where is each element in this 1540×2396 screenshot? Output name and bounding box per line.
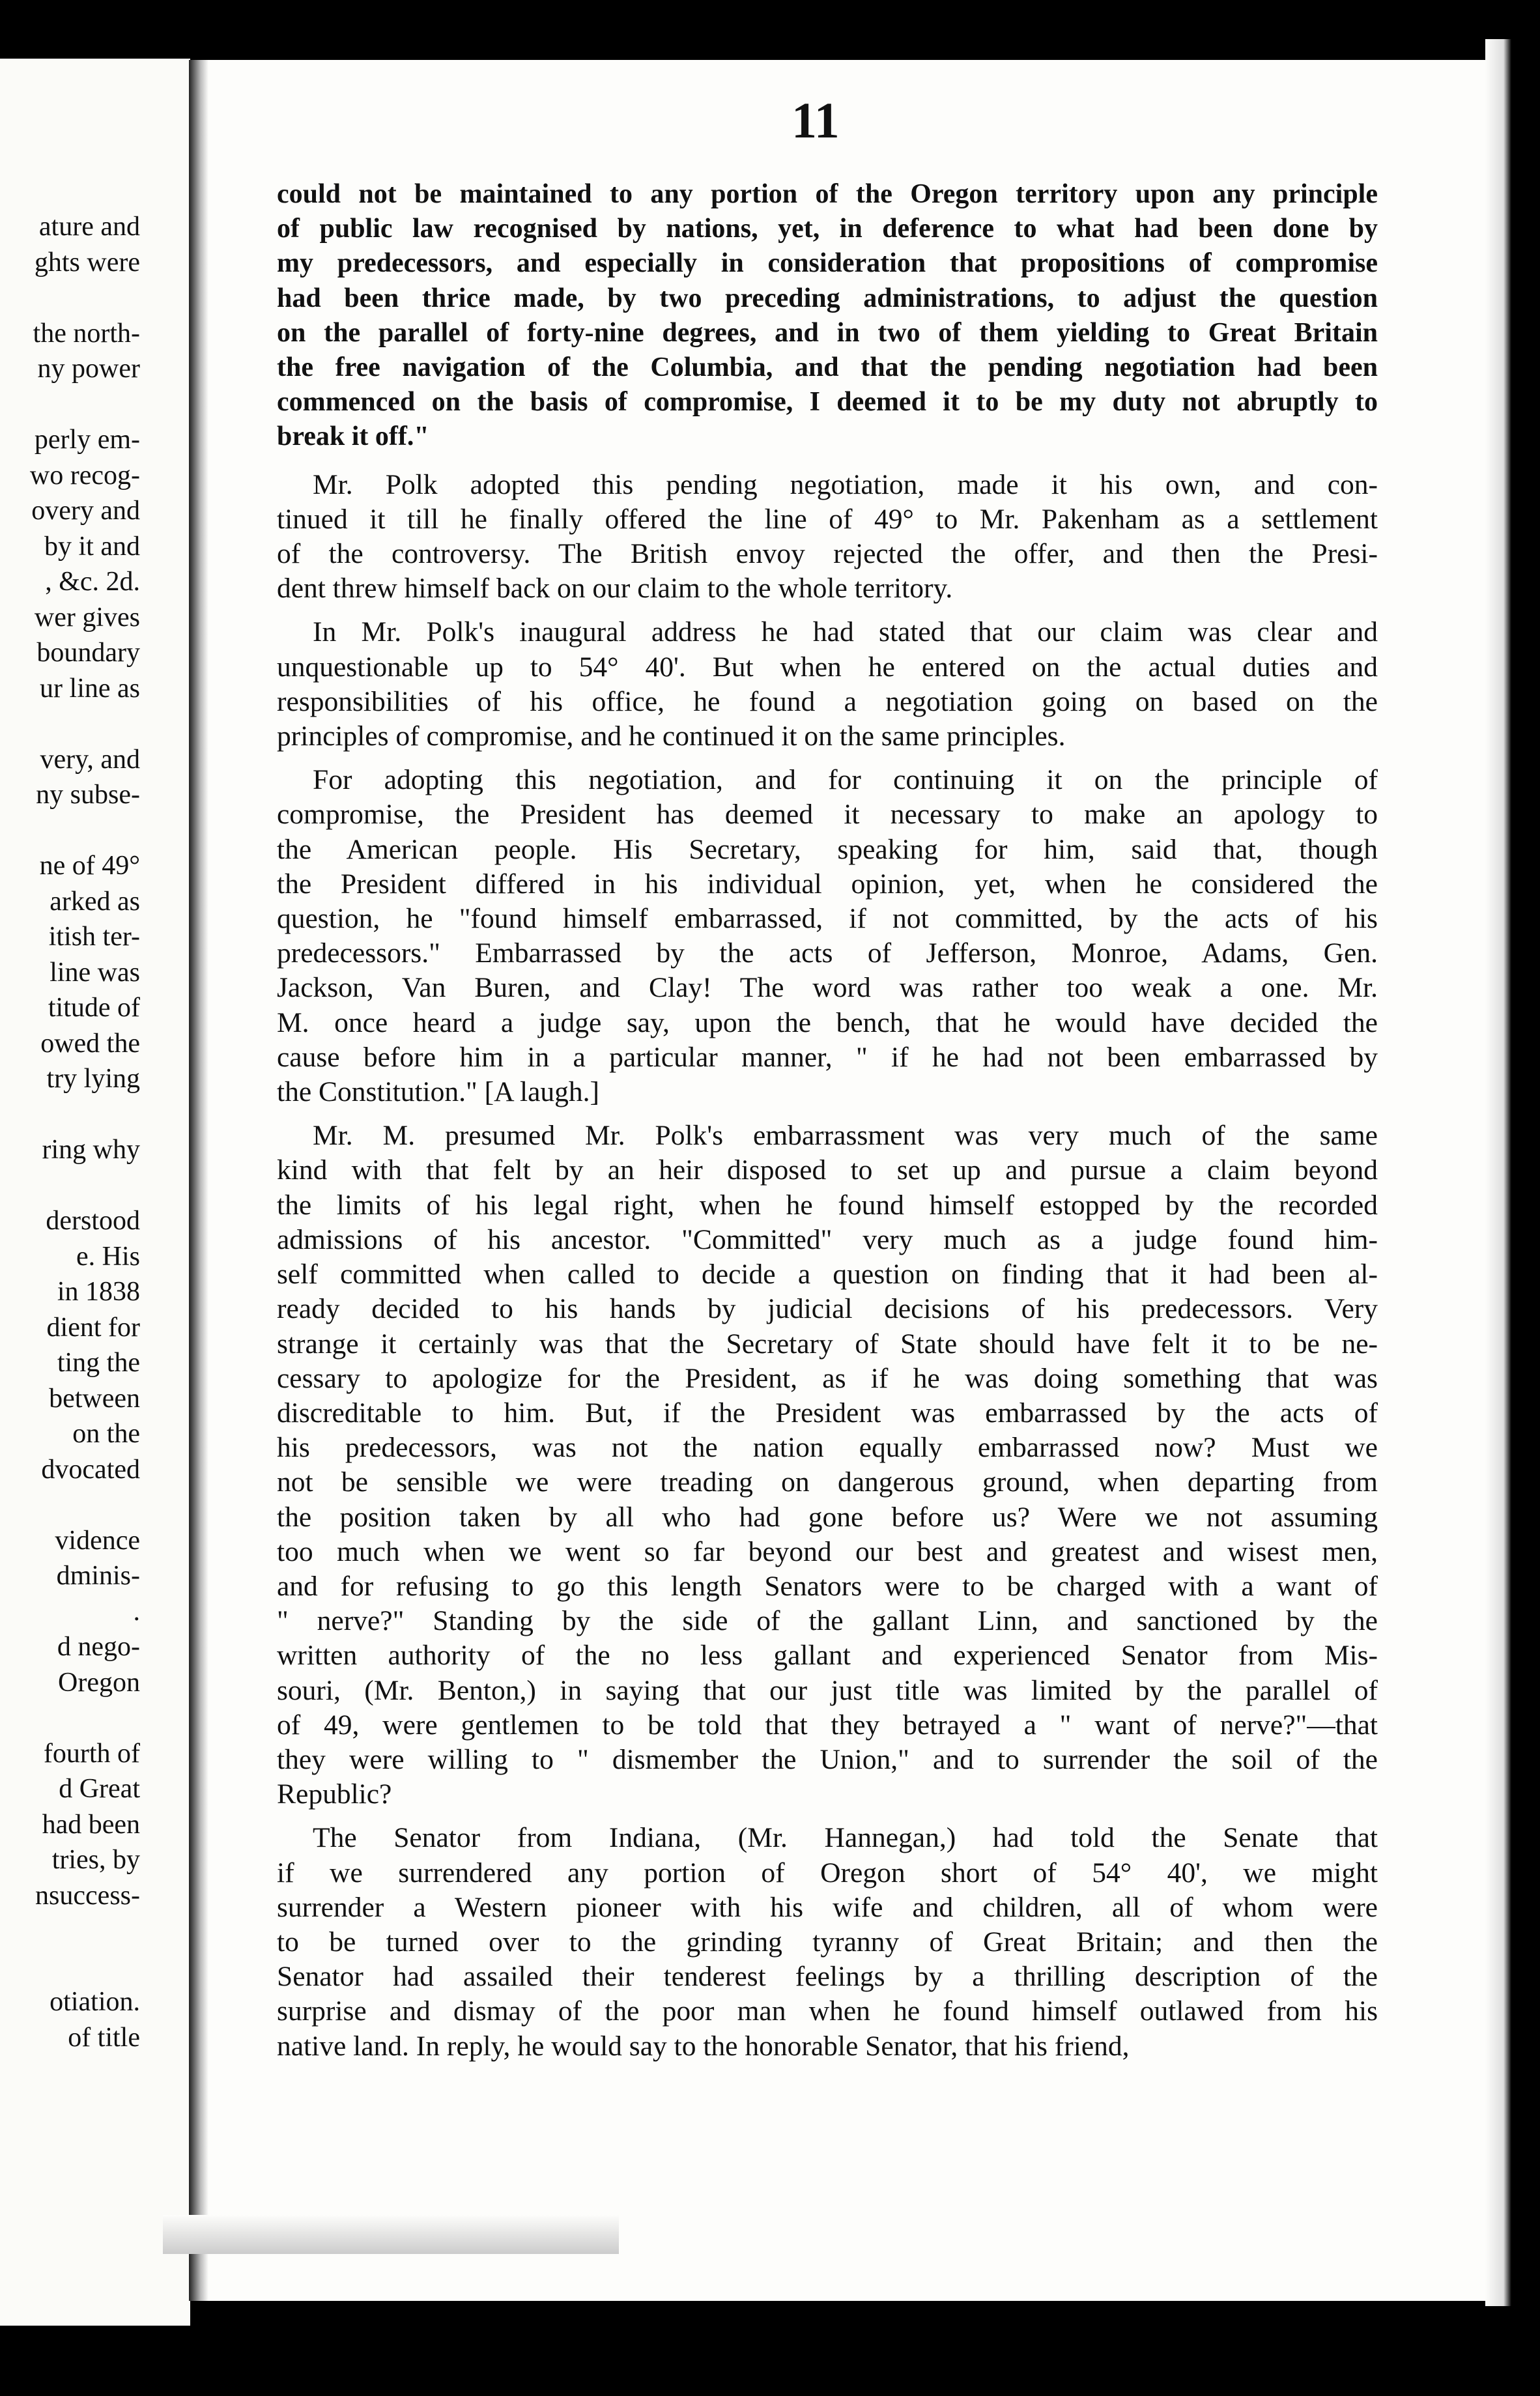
text-line: predecessors." Embarrassed by the acts of Jefferson, Monroe, Adams, Gen. — [277, 937, 1378, 969]
quoted-paragraph — [277, 177, 1378, 455]
facing-page-line: derstood — [46, 1206, 140, 1236]
facing-page-line: Oregon — [58, 1667, 140, 1698]
facing-page-line: owed the — [40, 1028, 140, 1059]
text-line: and for refusing to go this length Senators were to be charged with a want of — [277, 1570, 1378, 1602]
facing-page-line: ny power — [37, 354, 140, 384]
text-line: strange it certainly was that the Secretary of State should have felt it to be ne- — [277, 1328, 1378, 1360]
facing-page-line: in 1838 — [57, 1277, 140, 1307]
text-line: the free navigation of the Columbia, and that the pending negotiation had been — [277, 352, 1378, 383]
paragraph — [277, 1821, 1378, 2063]
text-line: cause before him in a particular manner, " if he had not been embarrassed by — [277, 1041, 1378, 1073]
facing-page-line: overy and — [31, 496, 140, 526]
paragraph — [277, 468, 1378, 606]
facing-page-line: wo recog- — [29, 460, 140, 491]
facing-page-line: dminis- — [56, 1561, 140, 1591]
text-line: question, he "found himself embarrassed, if not committed, by the acts of his — [277, 903, 1378, 935]
text-line: M. once heard a judge say, upon the bench, that he would have decided the — [277, 1006, 1378, 1038]
facing-page-line: boundary — [36, 638, 140, 668]
facing-page-line: ny subse- — [36, 780, 140, 810]
text-line: the limits of his legal right, when he found himself estopped by the recorded — [277, 1189, 1378, 1221]
text-line: of 49, were gentlemen to be told that they betrayed a " want of nerve?"—that — [277, 1709, 1378, 1741]
facing-page-line: of title — [68, 2022, 140, 2053]
facing-page-line: d nego- — [57, 1632, 140, 1662]
text-line: my predecessors, and especially in consideration that propositions of compromise — [277, 248, 1378, 279]
paragraph — [277, 615, 1378, 754]
facing-page-line: very, and — [40, 744, 140, 775]
text-line: the Constitution." [A laugh.] — [277, 1076, 600, 1108]
facing-page-line: ghts were — [34, 247, 140, 278]
facing-page-line: d Great — [59, 1774, 140, 1804]
text-line: to be turned over to the grinding tyranny of Great Britain; and then the — [277, 1926, 1378, 1958]
facing-page-line: ature and — [38, 212, 140, 242]
text-line: of the controversy. The British envoy rejected the offer, and then the Presi- — [277, 538, 1378, 570]
text-line: the American people. His Secretary, speaking for him, said that, though — [277, 833, 1378, 865]
facing-page-line: try lying — [46, 1064, 140, 1094]
facing-page-line: vidence — [55, 1525, 140, 1556]
page-gutter — [189, 60, 208, 2301]
facing-page-line: dient for — [46, 1312, 140, 1343]
text-line: cessary to apologize for the President, as if he was doing something that was — [277, 1362, 1378, 1394]
page-bottom-edge — [163, 2215, 619, 2254]
facing-page — [0, 59, 190, 2326]
text-line: surprise and dismay of the poor man when he found himself outlawed from his — [277, 1995, 1378, 2027]
text-line: they were willing to " dismember the Union," and to surrender the soil of the — [277, 1743, 1378, 1775]
facing-page-line: between — [49, 1383, 140, 1414]
text-line: discreditable to him. But, if the President was embarrassed by the acts of — [277, 1397, 1378, 1429]
facing-page-line: perly em- — [34, 425, 140, 455]
text-line: Mr. M. presumed Mr. Polk's embarrassment was very much of the same — [313, 1120, 1378, 1152]
facing-page-line: line was — [50, 957, 140, 988]
facing-page-line: fourth of — [43, 1738, 140, 1769]
facing-page-line: arked as — [50, 886, 140, 917]
facing-page-line: on the — [72, 1419, 140, 1449]
facing-page-line: dvocated — [41, 1454, 140, 1485]
facing-page-line: ting the — [57, 1348, 140, 1378]
text-line: Republic? — [277, 1778, 392, 1810]
text-line: the President differed in his individual opinion, yet, when he considered the — [277, 868, 1378, 900]
text-line: written authority of the no less gallant and experienced Senator from Mis- — [277, 1640, 1378, 1672]
text-line: unquestionable up to 54° 40'. But when he entered on the actual duties and — [277, 651, 1378, 683]
facing-page-line: nsuccess- — [35, 1880, 140, 1911]
facing-page-line: ring why — [42, 1135, 140, 1165]
facing-page-line: e. His — [76, 1241, 140, 1272]
text-line: The Senator from Indiana, (Mr. Hannegan,) had told the Senate that — [313, 1822, 1378, 1854]
facing-page-line: titude of — [48, 993, 140, 1023]
text-line: Senator had assailed their tenderest feelings by a thrilling description of the — [277, 1961, 1378, 1993]
text-line: break it off." — [277, 421, 429, 452]
text-line: tinued it till he finally offered the line of 49° to Mr. Pakenham as a settlement — [277, 503, 1378, 535]
paragraph — [277, 763, 1378, 1109]
text-line: commenced on the basis of compromise, I deemed it to be my duty not abruptly to — [277, 387, 1378, 418]
text-line: on the parallel of forty-nine degrees, and in two of them yielding to Great Britain — [277, 317, 1378, 348]
facing-page-line: otiation. — [50, 1987, 140, 2017]
text-line: For adopting this negotiation, and for continuing it on the principle of — [313, 764, 1378, 796]
facing-page-line: wer gives — [34, 602, 140, 633]
text-line: responsibilities of his office, he found a negotiation going on based on the — [277, 685, 1378, 717]
text-line: Jackson, Van Buren, and Clay! The word was rather too weak a one. Mr. — [277, 972, 1378, 1004]
facing-page-line: had been — [42, 1809, 140, 1840]
facing-page-line: the north- — [33, 318, 140, 349]
facing-page-line: . — [133, 1596, 140, 1627]
text-line: Mr. Polk adopted this pending negotiation, made it his own, and con- — [313, 468, 1378, 500]
text-line: could not be maintained to any portion of the Oregon territory upon any principle — [277, 179, 1378, 209]
text-line: kind with that felt by an heir disposed to set up and pursue a claim beyond — [277, 1154, 1378, 1186]
text-line: dent threw himself back on our claim to the whole territory. — [277, 573, 953, 605]
text-line: too much when we went so far beyond our best and greatest and wisest men, — [277, 1535, 1378, 1567]
facing-page-line: , &c. 2d. — [45, 567, 140, 597]
text-line: surrender a Western pioneer with his wife and children, all of whom were — [277, 1891, 1378, 1923]
facing-page-line: ne of 49° — [39, 851, 140, 881]
facing-page-line: by it and — [44, 531, 140, 562]
page-number: 11 — [791, 92, 840, 149]
text-line: the position taken by all who had gone before us? Were we not assuming — [277, 1501, 1378, 1533]
facing-page-line: itish ter- — [48, 922, 140, 952]
text-line: his predecessors, was not the nation equally embarrassed now? Must we — [277, 1432, 1378, 1464]
text-line: In Mr. Polk's inaugural address he had stated that our claim was clear and — [313, 616, 1378, 648]
text-line: had been thrice made, by two preceding administrations, to adjust the question — [277, 283, 1378, 313]
body-text — [277, 177, 1378, 2064]
text-line: compromise, the President has deemed it necessary to make an apology to — [277, 799, 1378, 831]
text-line: admissions of his ancestor. "Committed" very much as a judge found him- — [277, 1223, 1378, 1255]
paragraph — [277, 1119, 1378, 1812]
text-line: if we surrendered any portion of Oregon short of 54° 40', we might — [277, 1857, 1378, 1889]
facing-page-line: tries, by — [51, 1845, 140, 1875]
page-edge — [1485, 39, 1511, 2306]
text-line: of public law recognised by nations, yet, in deference to what had been done by — [277, 214, 1378, 244]
facing-page-line: ur line as — [40, 673, 140, 704]
text-line: " nerve?" Standing by the side of the gallant Linn, and sanctioned by the — [277, 1605, 1378, 1637]
text-line: principles of compromise, and he continued it on the same principles. — [277, 720, 1066, 752]
text-line: not be sensible we were treading on dangerous ground, when departing from — [277, 1466, 1378, 1498]
text-line: self committed when called to decide a question on finding that it had been al- — [277, 1259, 1378, 1291]
text-line: native land. In reply, he would say to the honorable Senator, that his friend, — [277, 2030, 1130, 2062]
text-line: souri, (Mr. Benton,) in saying that our just title was limited by the parallel of — [277, 1674, 1378, 1706]
text-line: ready decided to his hands by judicial decisions of his predecessors. Very — [277, 1293, 1378, 1325]
